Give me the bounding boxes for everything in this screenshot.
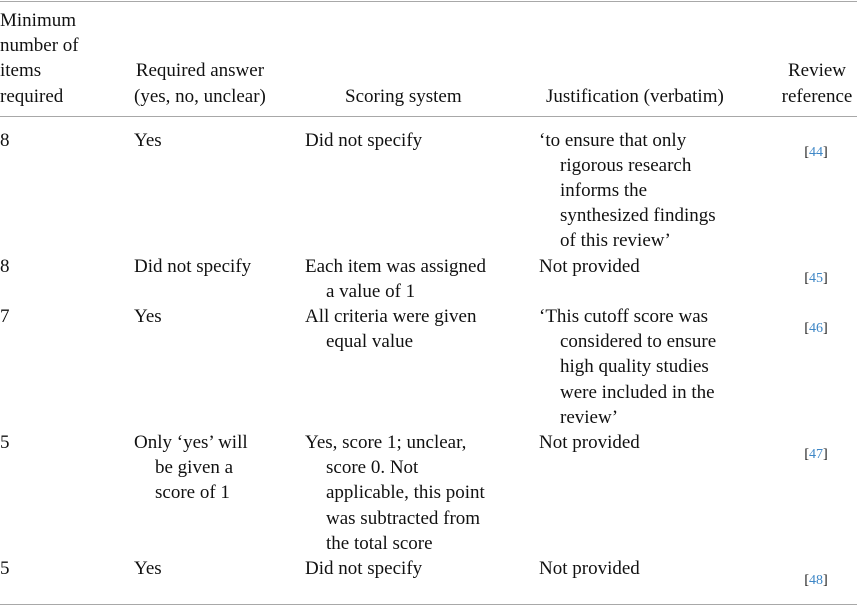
cell-line: Did not specify <box>134 255 252 277</box>
table-header <box>0 9 857 109</box>
cell-scoring <box>305 556 422 581</box>
header-line: required <box>0 85 64 107</box>
header-required-answer <box>134 58 266 109</box>
cell-required-answer <box>134 254 251 279</box>
cell-required-answer <box>134 304 162 329</box>
cell-review-reference: [45] <box>804 270 828 286</box>
header-rule <box>0 116 857 117</box>
header-line: number of <box>0 35 79 57</box>
cell-line: score 0. Not <box>326 457 419 479</box>
cell-line: review’ <box>560 406 619 428</box>
cell-line: considered to ensure <box>560 331 717 353</box>
header-line: Review <box>787 60 847 82</box>
cell-min-items <box>0 128 10 153</box>
cell-line: the total score <box>326 532 433 554</box>
cell-line: high quality studies <box>560 356 709 378</box>
cell-scoring <box>305 304 476 354</box>
cell-line: Each item was assigned <box>305 255 486 277</box>
header-scoring-system <box>345 84 462 109</box>
cell-justification <box>539 430 640 455</box>
cell-line: ‘This cutoff score was <box>539 305 709 327</box>
cell-scoring <box>305 254 486 304</box>
cell-line: Yes <box>134 305 162 327</box>
cell-review-reference: [47] <box>804 446 828 462</box>
top-rule <box>0 1 857 2</box>
cell-line: Not provided <box>539 431 640 453</box>
header-line: Required answer <box>135 60 265 82</box>
cell-scoring <box>305 128 422 153</box>
cell-required-answer <box>134 128 162 153</box>
header-line: Justification (verbatim) <box>546 85 724 107</box>
cell-line: Not provided <box>539 557 640 579</box>
header-line: Minimum <box>0 9 77 31</box>
cell-justification <box>539 254 640 279</box>
cell-min-items <box>0 556 10 581</box>
cell-min-items <box>0 254 10 279</box>
cell-line: Yes <box>134 557 162 579</box>
cell-line: equal value <box>326 331 414 353</box>
cell-line: All criteria were given <box>305 305 477 327</box>
reference-link[interactable]: 48 <box>809 572 823 588</box>
cell-line: be given a <box>155 457 234 479</box>
header-review-reference <box>778 58 856 109</box>
cell-line: 5 <box>0 431 10 453</box>
header-line: reference <box>781 85 853 107</box>
cell-line: synthesized findings <box>560 205 716 227</box>
reference-link[interactable]: 44 <box>809 144 823 160</box>
cell-justification <box>539 128 716 254</box>
cell-justification <box>539 304 716 430</box>
reference-link[interactable]: 45 <box>809 270 823 286</box>
cell-line: Only ‘yes’ will <box>134 431 248 453</box>
cell-min-items <box>0 430 10 455</box>
cell-justification <box>539 556 640 581</box>
cell-review-reference: [44] <box>804 144 828 160</box>
cell-line: Did not specify <box>305 557 423 579</box>
cell-line: Yes <box>134 129 162 151</box>
cell-line: of this review’ <box>560 230 671 252</box>
cell-line: was subtracted from <box>326 507 481 529</box>
cell-review-reference: [48] <box>804 572 828 588</box>
cell-line: rigorous research <box>560 154 692 176</box>
bottom-rule <box>0 604 857 605</box>
cell-scoring <box>305 430 485 556</box>
cell-line: 8 <box>0 255 10 277</box>
reference-link[interactable]: 46 <box>809 320 823 336</box>
cell-line: a value of 1 <box>326 280 416 302</box>
header-line: (yes, no, unclear) <box>134 85 266 107</box>
cell-line: were included in the <box>560 381 715 403</box>
cell-line: Yes, score 1; unclear, <box>305 431 467 453</box>
cell-line: 8 <box>0 129 10 151</box>
cell-required-answer <box>134 430 248 506</box>
cell-line: Did not specify <box>305 129 423 151</box>
cell-min-items <box>0 304 10 329</box>
header-justification <box>546 84 724 109</box>
cell-required-answer <box>134 556 162 581</box>
cell-review-reference: [46] <box>804 320 828 336</box>
cell-line: 5 <box>0 557 10 579</box>
cell-line: informs the <box>560 179 648 201</box>
cell-line: Not provided <box>539 255 640 277</box>
header-line: items <box>0 60 42 82</box>
cell-line: 7 <box>0 305 10 327</box>
reference-link[interactable]: 47 <box>809 446 823 462</box>
cell-line: score of 1 <box>155 482 230 504</box>
header-min-items <box>0 8 79 109</box>
cell-line: ‘to ensure that only <box>539 129 687 151</box>
cell-line: applicable, this point <box>326 482 485 504</box>
header-line: Scoring system <box>345 85 462 107</box>
